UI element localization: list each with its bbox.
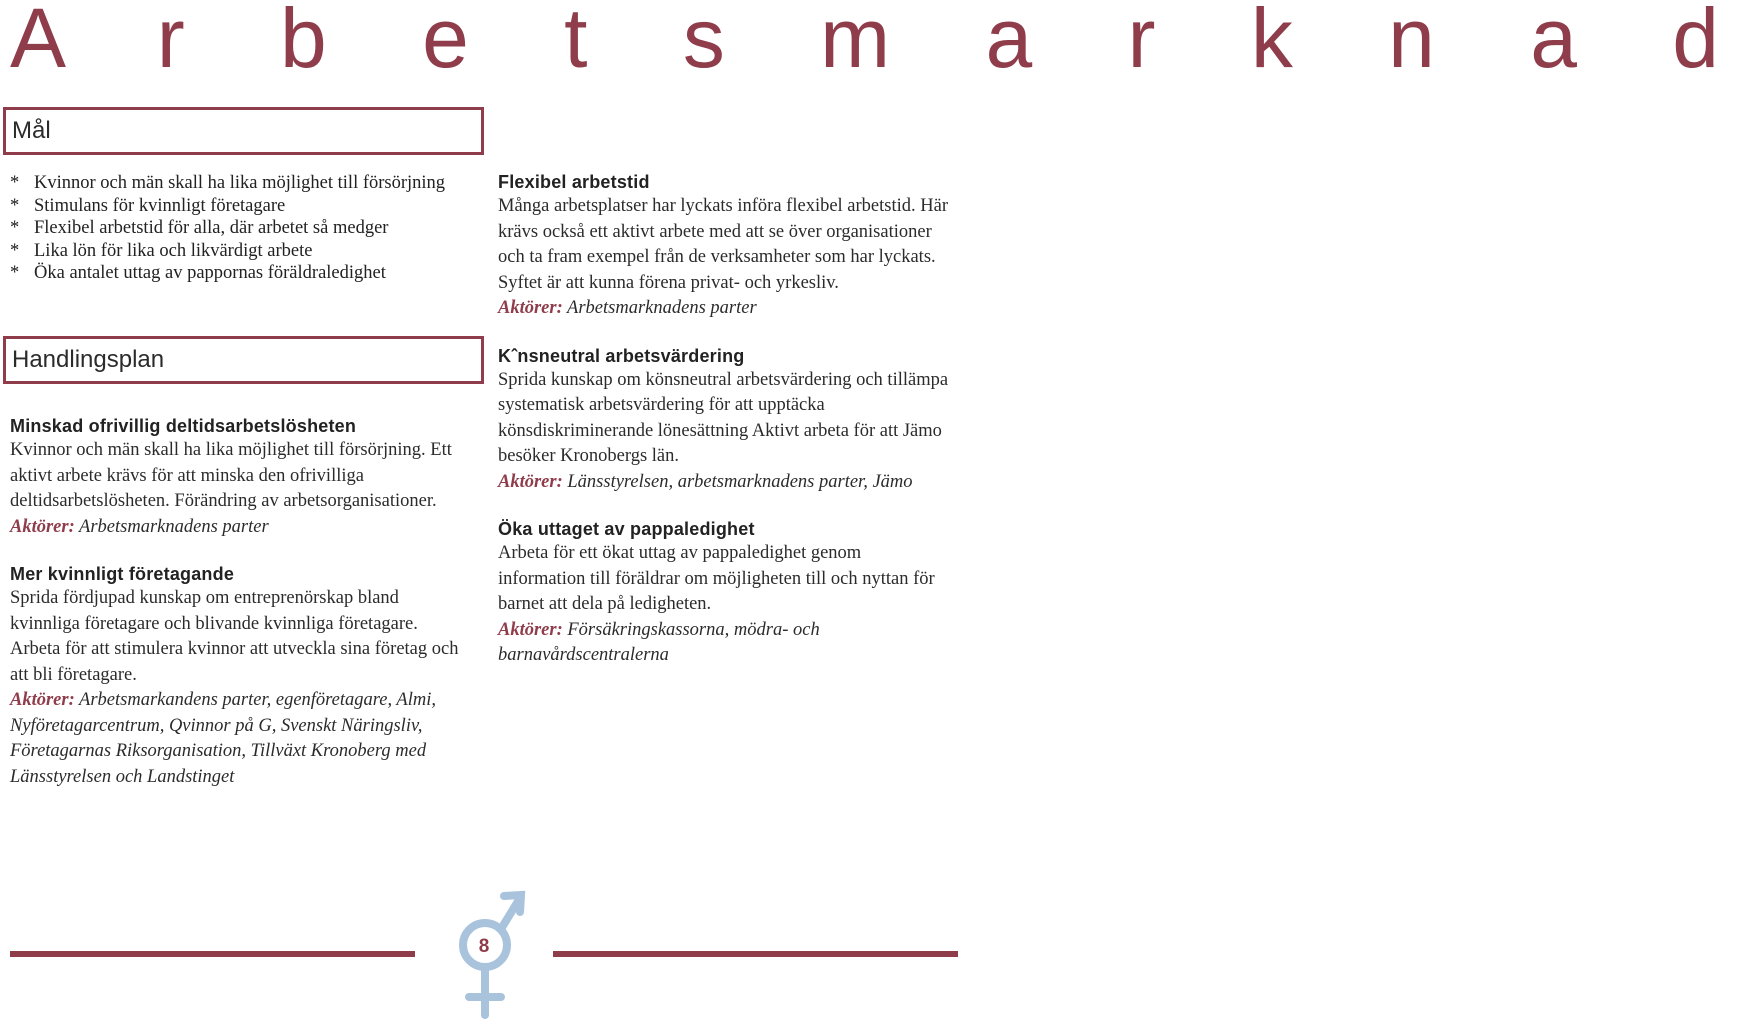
goal-text: Stimulans för kvinnligt företagare <box>34 195 286 216</box>
goal-bullet: * <box>10 218 20 238</box>
plan-heading-box <box>3 336 484 384</box>
actors-text: Arbetsmarknadens parter <box>79 516 269 537</box>
actors-text: Arbetsmarknadens parter <box>567 298 757 318</box>
section-pappaledighet <box>498 517 953 669</box>
actors-label: Aktörer: <box>10 690 75 710</box>
actors-label: Aktörer: <box>498 471 563 492</box>
section-body: Sprida fördjupad kunskap om entreprenörskap bland kvinnliga företagare och blivande kvinnliga företagare. Arbeta för att stimulera kvinnor att utveckla sina företag och att bli företagare. <box>10 588 459 685</box>
goal-text: Lika lön för lika och likvärdigt arbete <box>34 240 313 261</box>
goal-item <box>10 217 480 240</box>
actors-label: Aktörer: <box>10 516 75 537</box>
section-flexibel <box>498 170 953 322</box>
actors-label: Aktörer: <box>498 298 563 318</box>
goal-item <box>10 172 480 195</box>
goal-text: Kvinnor och män skall ha lika möjlighet till försörjning <box>34 173 446 193</box>
section-body: Arbeta för ett ökat uttag av pappaledighet genom information till föräldrar om möjligheten till och nyttan för barnet att dela på ledigheten. <box>498 543 935 614</box>
section-actors <box>498 618 953 669</box>
section-actors <box>498 296 953 322</box>
section-body: Sprida kunskap om könsneutral arbetsvärdering och tillämpa systematisk arbetsvärdering för att upptäcka könsdiskriminerande lönesättning Aktivt arbeta för att Jämo besöker Kronobergs län. <box>498 369 949 466</box>
goals-heading: Mål <box>12 117 51 144</box>
actors-text: Försäkringskassorna, mödra- och barnavårdscentralerna <box>498 619 820 665</box>
actors-text: Arbetsmarkandens parter, egenföretagare, Almi, Nyföretagarcentrum, Qvinnor på G, Svenskt Näringsliv, Företagarnas Riksorganisation, Tillväxt Kronoberg med Länsstyrelsen och Landstinget <box>10 690 436 787</box>
section-heading: Öka uttaget av pappaledighet <box>498 519 755 539</box>
section-heading: Flexibel arbetstid <box>498 172 650 192</box>
section-foretagande <box>10 562 465 790</box>
section-deltid <box>10 414 465 540</box>
section-konsneutral <box>498 344 953 496</box>
right-column <box>498 170 953 691</box>
section-heading: Minskad ofrivillig deltidsarbetslösheten <box>10 416 357 436</box>
section-actors <box>10 688 465 790</box>
section-heading: Kˆnsneutral arbetsvärdering <box>498 345 745 366</box>
goal-bullet: * <box>10 195 20 216</box>
goal-bullet: * <box>10 240 20 261</box>
page-title: A r b e t s m a r k n a d <box>10 0 1755 85</box>
page-number: 8 <box>478 936 490 957</box>
plan-heading: Handlingsplan <box>12 346 165 373</box>
goals-list <box>10 172 480 285</box>
goal-item <box>10 195 480 218</box>
section-body: Många arbetsplatser har lyckats införa flexibel arbetstid. Här krävs också ett aktivt arbete med att se över organisationer och ta fram exempel från de verksamheter som har lyckats. Syftet är att kunna förena privat- och yrkesliv. <box>498 196 948 293</box>
goals-heading-box <box>3 107 484 155</box>
actors-text: Länsstyrelsen, arbetsmarknadens parter, Jämo <box>567 471 913 492</box>
goal-bullet: * <box>10 263 20 283</box>
section-actors <box>10 515 465 541</box>
footer-rule-right <box>553 951 958 957</box>
goal-text: Flexibel arbetstid för alla, där arbetet så medger <box>34 218 389 238</box>
left-column <box>10 414 465 812</box>
section-actors <box>498 470 953 496</box>
goal-text: Öka antalet uttag av pappornas föräldraledighet <box>34 263 386 283</box>
section-body: Kvinnor och män skall ha lika möjlighet till försörjning. Ett aktivt arbete krävs för att minska den ofrivilliga deltidsarbetslösheten. Förändring av arbetsorganisationer. <box>10 440 452 511</box>
goal-item <box>10 240 480 263</box>
actors-label: Aktörer: <box>498 619 563 640</box>
goal-bullet: * <box>10 173 20 193</box>
goal-item <box>10 262 480 285</box>
section-heading: Mer kvinnligt företagande <box>10 564 235 584</box>
footer-rule-left <box>10 951 415 957</box>
